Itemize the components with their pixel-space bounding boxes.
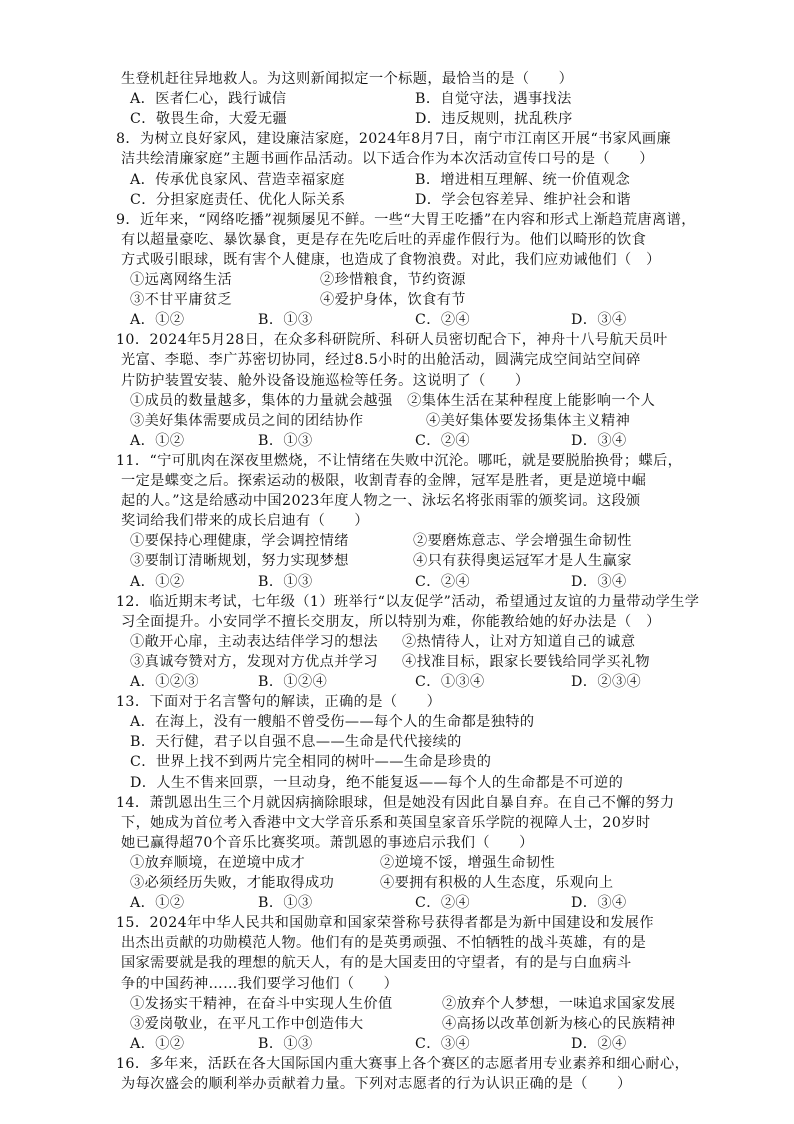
text-line: A．①② bbox=[130, 574, 185, 590]
text-line: 下，她成为首位考入香港中文大学音乐系和英国皇家音乐学院的视障人士，20岁时 bbox=[121, 815, 651, 831]
text-line: 方式吸引眼球，既有害个人健康，也造成了食物浪费。对此，我们应劝诫他们（ ） bbox=[121, 252, 661, 268]
text-line: ②热情待人，让对方知道自己的诚意 bbox=[402, 634, 636, 650]
text-line: ①要保持心理健康，学会调控情绪 bbox=[130, 533, 349, 549]
text-line: 有以超量豪吃、暴饮暴食，更是存在先吃后吐的弄虚作假行为。他们以畸形的饮食 bbox=[121, 232, 647, 248]
text-line: B．①②④ bbox=[258, 674, 328, 690]
text-line: C．②④ bbox=[415, 312, 471, 328]
text-line: 起的人。”这是给感动中国2023年度人物之一、泳坛名将张雨霏的颁奖词。这段颁 bbox=[121, 493, 641, 509]
text-line: ②逆境不馁，增强生命韧性 bbox=[380, 855, 556, 871]
text-line: 光富、李聪、李广苏密切协同，经过8.5小时的出舱活动，圆满完成空间站空间碎 bbox=[121, 352, 641, 368]
text-line: ③必须经历失败，才能取得成功 bbox=[130, 875, 335, 891]
text-line: ④高扬以改革创新为核心的民族精神 bbox=[442, 1016, 676, 1032]
text-line: A．①② bbox=[130, 1036, 185, 1052]
text-line: A．①②③ bbox=[130, 674, 199, 690]
text-line: ①远离网络生活 bbox=[130, 272, 233, 288]
text-line: D．③④ bbox=[571, 433, 627, 449]
text-line: D．违反规则，扰乱秩序 bbox=[415, 111, 573, 127]
question-14: 14．萧凯恩出生三个月就因病摘除眼球，但是她没有因此自暴自弃。在自己不懈的努力 bbox=[116, 795, 675, 811]
text-line: B．①③ bbox=[258, 1036, 313, 1052]
text-line: ③美好集体需要成员之间的团结协作 bbox=[130, 413, 364, 429]
text-line: ④爱护身体，饮食有节 bbox=[320, 292, 466, 308]
text-line: ①放弃顺境，在逆境中成才 bbox=[130, 855, 306, 871]
text-line: 她已赢得超70个音乐比赛奖项。萧凯恩的事迹启示我们（ ） bbox=[121, 835, 534, 851]
text-line: ④找准目标，跟家长要钱给同学买礼物 bbox=[402, 654, 650, 670]
text-line: A．①② bbox=[130, 895, 185, 911]
text-line: B．天行健，君子以自强不息——生命是代代接续的 bbox=[130, 734, 462, 750]
text-line: 片防护装置安装、舱外设备设施巡检等任务。这说明了（ ） bbox=[121, 373, 530, 389]
text-line: C．②④ bbox=[415, 895, 471, 911]
text-line: C．③④ bbox=[415, 1036, 471, 1052]
text-line: ③要制订清晰规划，努力实现梦想 bbox=[130, 553, 349, 569]
text-line: C．②④ bbox=[415, 574, 471, 590]
question-12: 12．临近期末考试，七年级（1）班举行“以友促学”活动，希望通过友谊的力量带动学生学 bbox=[116, 594, 700, 610]
text-line: ④只有获得奥运冠军才是人生赢家 bbox=[413, 553, 632, 569]
question-10: 10．2024年5月28日，在众多科研院所、科研人员密切配合下，神舟十八号航天员叶 bbox=[116, 332, 668, 348]
text-line: D．②④ bbox=[571, 1036, 627, 1052]
question-16: 16．多年来，活跃在各大国际国内重大赛事上各个赛区的志愿者用专业素养和细心耐心， bbox=[116, 1056, 690, 1072]
text-line: B．①③ bbox=[258, 574, 313, 590]
text-line: C．①③④ bbox=[415, 674, 485, 690]
text-line: 洁共绘清廉家庭”主题书画作品活动。以下适合作为本次活动宣传口号的是（ ） bbox=[121, 151, 654, 167]
text-line: C．世界上找不到两片完全相同的树叶——生命是珍贵的 bbox=[130, 754, 492, 770]
text-line: C．敬畏生命，大爱无疆 bbox=[130, 111, 288, 127]
text-line: D．③④ bbox=[571, 895, 627, 911]
text-line: ①成员的数量越多，集体的力量就会越强 ②集体生活在某种程度上能影响一个人 bbox=[130, 393, 656, 409]
text-line: 为每次盛会的顺利举办贡献着力量。下列对志愿者的行为认识正确的是（ ） bbox=[121, 1076, 632, 1092]
text-line: 出杰出贡献的功勋模范人物。他们有的是英勇顽强、不怕牺牲的战斗英雄，有的是 bbox=[121, 935, 647, 951]
text-line: ②珍惜粮食，节约资源 bbox=[320, 272, 466, 288]
text-line: B．①③ bbox=[258, 312, 313, 328]
text-line: ④要拥有积极的人生态度，乐观向上 bbox=[380, 875, 614, 891]
text-line: B．①③ bbox=[258, 433, 313, 449]
text-line: ①敞开心扉，主动表达结伴学习的想法 bbox=[130, 634, 378, 650]
text-line: ③真诚夸赞对方，发现对方优点并学习 bbox=[130, 654, 378, 670]
text-line: 争的中国药神……我们要学习他们（ ） bbox=[121, 976, 399, 992]
text-line: ②要磨炼意志、学会增强生命韧性 bbox=[413, 533, 632, 549]
text-line: D．③④ bbox=[571, 574, 627, 590]
text-line: 国家需要就是我的理想的航天人，有的是大国麦田的守望者，有的是与白血病斗 bbox=[121, 955, 632, 971]
text-line: ④美好集体要发扬集体主义精神 bbox=[426, 413, 631, 429]
text-line: A．①② bbox=[130, 312, 185, 328]
question-9: 9．近年来，“网络吃播”视频屡见不鲜。一些“大胃王吃播”在内容和形式上渐趋荒唐离谱， bbox=[116, 212, 696, 228]
text-line: D．②③④ bbox=[571, 674, 642, 690]
text-line: B．增进相互理解、统一价值观念 bbox=[415, 172, 631, 188]
text-line: D．人生不售来回票，一旦动身，绝不能复返——每个人的生命都是不可逆的 bbox=[130, 775, 624, 791]
text-line: D．学会包容差异、维护社会和谐 bbox=[415, 192, 632, 208]
question-15: 15．2024年中华人民共和国勋章和国家荣誉称号获得者都是为新中国建设和发展作 bbox=[116, 915, 654, 931]
text-line: 生登机赶往异地救人。为这则新闻拟定一个标题，最恰当的是（ ） bbox=[121, 71, 574, 87]
text-line: A．①② bbox=[130, 433, 185, 449]
text-line: C．②④ bbox=[415, 433, 471, 449]
question-11: 11．“宁可肌肉在深夜里燃烧，不让情绪在失败中沉沦。哪吒，就是要脱胎换骨；蝶后， bbox=[116, 453, 683, 469]
text-line: A．传承优良家风、营造幸福家庭 bbox=[130, 172, 345, 188]
text-line: D．③④ bbox=[571, 312, 627, 328]
text-line: C．分担家庭责任、优化人际关系 bbox=[130, 192, 346, 208]
text-line: 一定是蝶变之后。探索运动的极限，收割青春的金牌，冠军是胜者，更是逆境中崛 bbox=[121, 473, 647, 489]
text-line: A．医者仁心，践行诚信 bbox=[130, 91, 287, 107]
text-line: B．①③ bbox=[258, 895, 313, 911]
text-line: ③不甘平庸贫乏 bbox=[130, 292, 233, 308]
text-line: B．自觉守法，遇事找法 bbox=[415, 91, 572, 107]
text-line: 习全面提升。小安同学不擅长交朋友，所以特别为难，你能教给她的好办法是（ ） bbox=[121, 614, 661, 630]
text-line: 奖词给我们带来的成长启迪有（ ） bbox=[121, 513, 369, 529]
text-line: ①发扬实干精神，在奋斗中实现人生价值 bbox=[130, 996, 393, 1012]
question-13: 13．下面对于名言警句的解读，正确的是（ ） bbox=[116, 694, 442, 710]
text-line: ③爱岗敬业，在平凡工作中创造伟大 bbox=[130, 1016, 364, 1032]
text-line: A．在海上，没有一艘船不曾受伤——每个人的生命都是独特的 bbox=[130, 714, 535, 730]
text-line: ②放弃个人梦想，一味追求国家发展 bbox=[442, 996, 676, 1012]
question-8: 8．为树立良好家风，建设廉洁家庭，2024年8月7日，南宁市江南区开展“书家风画廉 bbox=[116, 131, 672, 147]
